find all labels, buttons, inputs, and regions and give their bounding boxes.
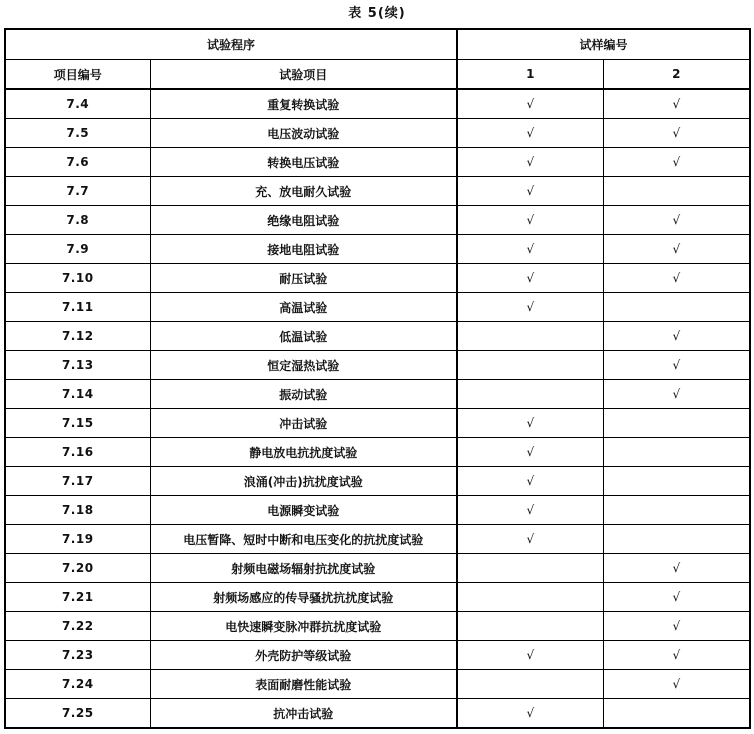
sample-1-check-cell bbox=[457, 380, 603, 409]
table-row bbox=[5, 293, 750, 322]
test-item-cell: 恒定湿热试验 bbox=[150, 351, 457, 380]
header-column-row bbox=[5, 60, 750, 90]
sample-1-check-cell: √ bbox=[457, 409, 603, 438]
item-number-cell: 7.22 bbox=[5, 612, 150, 641]
test-schedule-table bbox=[4, 28, 751, 729]
sample-1-check-cell: √ bbox=[457, 293, 603, 322]
table-row bbox=[5, 89, 750, 119]
sample-1-check-cell: √ bbox=[457, 525, 603, 554]
table-row bbox=[5, 525, 750, 554]
item-number-cell: 7.11 bbox=[5, 293, 150, 322]
sample-2-check-cell bbox=[603, 699, 750, 729]
test-item-cell: 绝缘电阻试验 bbox=[150, 206, 457, 235]
item-number-cell: 7.18 bbox=[5, 496, 150, 525]
sample-2-check-cell: √ bbox=[603, 380, 750, 409]
sample-1-check-cell: √ bbox=[457, 641, 603, 670]
sample-1-check-cell: √ bbox=[457, 264, 603, 293]
table-row bbox=[5, 351, 750, 380]
test-item-cell: 外壳防护等级试验 bbox=[150, 641, 457, 670]
table-row bbox=[5, 322, 750, 351]
sample-2-check-cell bbox=[603, 293, 750, 322]
item-number-cell: 7.16 bbox=[5, 438, 150, 467]
test-item-cell: 冲击试验 bbox=[150, 409, 457, 438]
item-number-cell: 7.6 bbox=[5, 148, 150, 177]
table-row bbox=[5, 467, 750, 496]
sample-2-check-cell: √ bbox=[603, 119, 750, 148]
sample-1-check-cell: √ bbox=[457, 467, 603, 496]
table-row bbox=[5, 612, 750, 641]
item-number-cell: 7.25 bbox=[5, 699, 150, 729]
table-caption: 表 5(续) bbox=[348, 6, 406, 21]
header-group-row bbox=[5, 29, 750, 60]
table-row bbox=[5, 264, 750, 293]
sample-1-check-cell: √ bbox=[457, 496, 603, 525]
sample-2-check-cell: √ bbox=[603, 264, 750, 293]
sample-1-check-cell bbox=[457, 554, 603, 583]
item-number-cell: 7.8 bbox=[5, 206, 150, 235]
sample-1-check-cell: √ bbox=[457, 119, 603, 148]
sample-2-check-cell bbox=[603, 177, 750, 206]
test-item-cell: 射频场感应的传导骚扰抗扰度试验 bbox=[150, 583, 457, 612]
sample-2-check-cell bbox=[603, 525, 750, 554]
test-item-cell: 耐压试验 bbox=[150, 264, 457, 293]
test-item-cell: 浪涌(冲击)抗扰度试验 bbox=[150, 467, 457, 496]
test-item-cell: 接地电阻试验 bbox=[150, 235, 457, 264]
test-item-cell: 电压暂降、短时中断和电压变化的抗扰度试验 bbox=[150, 525, 457, 554]
item-number-cell: 7.12 bbox=[5, 322, 150, 351]
item-number-cell: 7.5 bbox=[5, 119, 150, 148]
test-item-cell: 静电放电抗扰度试验 bbox=[150, 438, 457, 467]
sample-2-check-cell bbox=[603, 467, 750, 496]
test-item-cell: 表面耐磨性能试验 bbox=[150, 670, 457, 699]
sample-2-check-cell: √ bbox=[603, 641, 750, 670]
table-row bbox=[5, 119, 750, 148]
item-number-cell: 7.15 bbox=[5, 409, 150, 438]
test-item-cell: 电压波动试验 bbox=[150, 119, 457, 148]
sample-1-check-cell: √ bbox=[457, 206, 603, 235]
sample-2-check-cell: √ bbox=[603, 322, 750, 351]
sample-1-check-cell: √ bbox=[457, 235, 603, 264]
table-row bbox=[5, 206, 750, 235]
sample-1-check-cell bbox=[457, 583, 603, 612]
table-body bbox=[5, 89, 750, 728]
sample-2-check-cell: √ bbox=[603, 148, 750, 177]
item-number-cell: 7.24 bbox=[5, 670, 150, 699]
test-item-cell: 充、放电耐久试验 bbox=[150, 177, 457, 206]
item-number-cell: 7.14 bbox=[5, 380, 150, 409]
sample-2-check-cell: √ bbox=[603, 612, 750, 641]
sample-2-check-cell: √ bbox=[603, 554, 750, 583]
sample-1-check-cell bbox=[457, 612, 603, 641]
table-row bbox=[5, 438, 750, 467]
item-number-cell: 7.9 bbox=[5, 235, 150, 264]
item-number-cell: 7.10 bbox=[5, 264, 150, 293]
table-row bbox=[5, 380, 750, 409]
sample-2-check-cell: √ bbox=[603, 670, 750, 699]
sample-1-check-cell: √ bbox=[457, 89, 603, 119]
test-item-cell: 振动试验 bbox=[150, 380, 457, 409]
item-number-cell: 7.19 bbox=[5, 525, 150, 554]
sample-2-check-cell: √ bbox=[603, 351, 750, 380]
table-row bbox=[5, 177, 750, 206]
item-number-cell: 7.4 bbox=[5, 89, 150, 119]
table-row bbox=[5, 641, 750, 670]
test-item-cell: 低温试验 bbox=[150, 322, 457, 351]
sample-2-check-cell: √ bbox=[603, 89, 750, 119]
header-sample-1: 1 bbox=[457, 60, 603, 90]
sample-2-check-cell bbox=[603, 438, 750, 467]
table-row bbox=[5, 583, 750, 612]
test-item-cell: 射频电磁场辐射抗扰度试验 bbox=[150, 554, 457, 583]
sample-1-check-cell bbox=[457, 322, 603, 351]
test-item-cell: 电源瞬变试验 bbox=[150, 496, 457, 525]
item-number-cell: 7.21 bbox=[5, 583, 150, 612]
item-number-cell: 7.23 bbox=[5, 641, 150, 670]
test-item-cell: 重复转换试验 bbox=[150, 89, 457, 119]
sample-2-check-cell bbox=[603, 409, 750, 438]
table-row bbox=[5, 148, 750, 177]
header-test-procedure: 试验程序 bbox=[5, 29, 457, 60]
sample-1-check-cell: √ bbox=[457, 177, 603, 206]
header-item-number: 项目编号 bbox=[5, 60, 150, 90]
item-number-cell: 7.20 bbox=[5, 554, 150, 583]
sample-1-check-cell: √ bbox=[457, 438, 603, 467]
test-item-cell: 转换电压试验 bbox=[150, 148, 457, 177]
item-number-cell: 7.7 bbox=[5, 177, 150, 206]
sample-1-check-cell bbox=[457, 670, 603, 699]
item-number-cell: 7.13 bbox=[5, 351, 150, 380]
table-row bbox=[5, 554, 750, 583]
table-row bbox=[5, 496, 750, 525]
header-test-item: 试验项目 bbox=[150, 60, 457, 90]
test-item-cell: 抗冲击试验 bbox=[150, 699, 457, 729]
header-sample-number: 试样编号 bbox=[457, 29, 750, 60]
test-item-cell: 电快速瞬变脉冲群抗扰度试验 bbox=[150, 612, 457, 641]
sample-2-check-cell: √ bbox=[603, 235, 750, 264]
sample-2-check-cell bbox=[603, 496, 750, 525]
test-item-cell: 高温试验 bbox=[150, 293, 457, 322]
item-number-cell: 7.17 bbox=[5, 467, 150, 496]
header-sample-2: 2 bbox=[603, 60, 750, 90]
table-row bbox=[5, 699, 750, 729]
sample-2-check-cell: √ bbox=[603, 583, 750, 612]
table-row bbox=[5, 409, 750, 438]
table-row bbox=[5, 235, 750, 264]
sample-1-check-cell bbox=[457, 351, 603, 380]
sample-2-check-cell: √ bbox=[603, 206, 750, 235]
sample-1-check-cell: √ bbox=[457, 699, 603, 729]
sample-1-check-cell: √ bbox=[457, 148, 603, 177]
table-row bbox=[5, 670, 750, 699]
